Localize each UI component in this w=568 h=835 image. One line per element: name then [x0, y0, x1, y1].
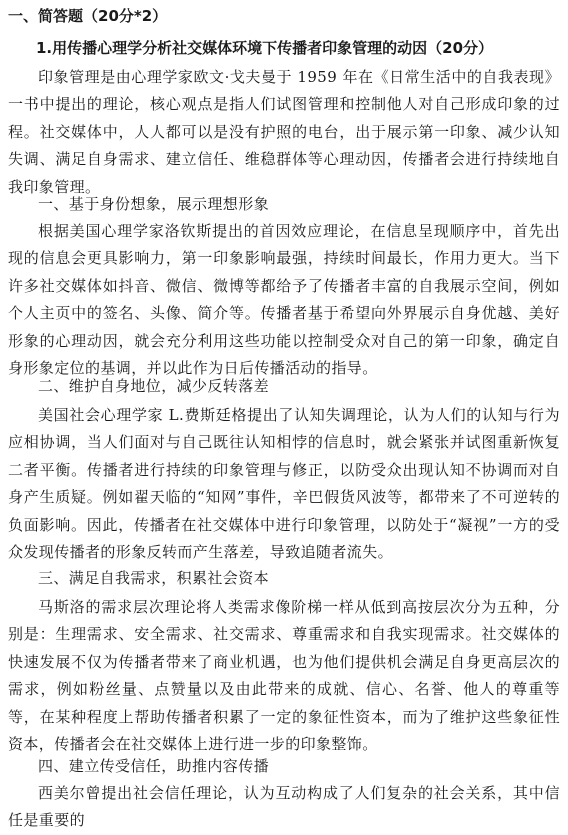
section-2-body: 美国社会心理学家 L.费斯廷格提出了认知失调理论，认为人们的认知与行为应相协调，当人们面对与自己既往认知相悖的信息时，就会紧张并试图重新恢复二者平衡。传播者进行持续的印象管理与修正，以防受众出现认知不协调而对自身产生质疑。例如翟天临的“知网”事件，辛巴假货风波等，都带来了不可逆转的负面影响。因此，传播者在社交媒体中进行印象管理，以防处于“凝视”一方的受众发现传播者的形象反转而产生落差，导致追随者流失。: [8, 406, 560, 562]
section-4-body: 西美尔曾提出社会信任理论，认为互动构成了人们复杂的社会关系，其中信任是重要的: [8, 784, 560, 830]
section-1-heading: 一、基于身份想象，展示理想形象: [38, 195, 270, 213]
section-3-heading: 三、满足自我需求，积累社会资本: [38, 569, 270, 587]
section-3-body: 马斯洛的需求层次理论将人类需求像阶梯一样从低到高按层次分为五种，分别是：生理需求、安全需求、社交需求、尊重需求和自我实现需求。社交媒体的快速发展不仅为传播者带来了商业机遇，也为他们提供机会满足自身更高层次的需求，例如粉丝量、点赞量以及由此带来的成就、信心、名誉、他人的尊重等等，在某种程度上帮助传播者积累了一定的象征性资本，而为了维护这些象征性资本，传播者会在社交媒体上进行进一步的印象整饰。: [8, 598, 560, 754]
section-title: 一、简答题（20分*2）: [8, 7, 168, 25]
intro-paragraph: 印象管理是由心理学家欧文·戈夫曼于 1959 年在《日常生活中的自我表现》一书中提出的理论，核心观点是指人们试图管理和控制他人对自己形成印象的过程。社交媒体中，人人都可以是没有护照的电台，出于展示第一印象、减少认知失调、满足自身需求、建立信任、维稳群体等心理动因，传播者会进行持续地自我印象管理。: [8, 68, 560, 196]
section-2-heading: 二、维护自身地位，减少反转落差: [38, 377, 270, 395]
section-1-body: 根据美国心理学家洛钦斯提出的首因效应理论，在信息呈现顺序中，首先出现的信息会更具影响力，第一印象影响最强，持续时间最长，作用力更大。当下许多社交媒体如抖音、微信、微博等都给予了传播者丰富的自我展示空间，例如个人主页中的签名、头像、简介等。传播者基于希望向外界展示自身优越、美好形象的心理动因，就会充分利用这些功能以控制受众对自己的第一印象，确定自身形象定位的基调，并以此作为日后传播活动的指导。: [8, 222, 560, 378]
question-title: 1.用传播心理学分析社交媒体环境下传播者印象管理的动因（20分）: [36, 39, 494, 57]
section-4-heading: 四、建立传受信任，助推内容传播: [38, 757, 270, 775]
